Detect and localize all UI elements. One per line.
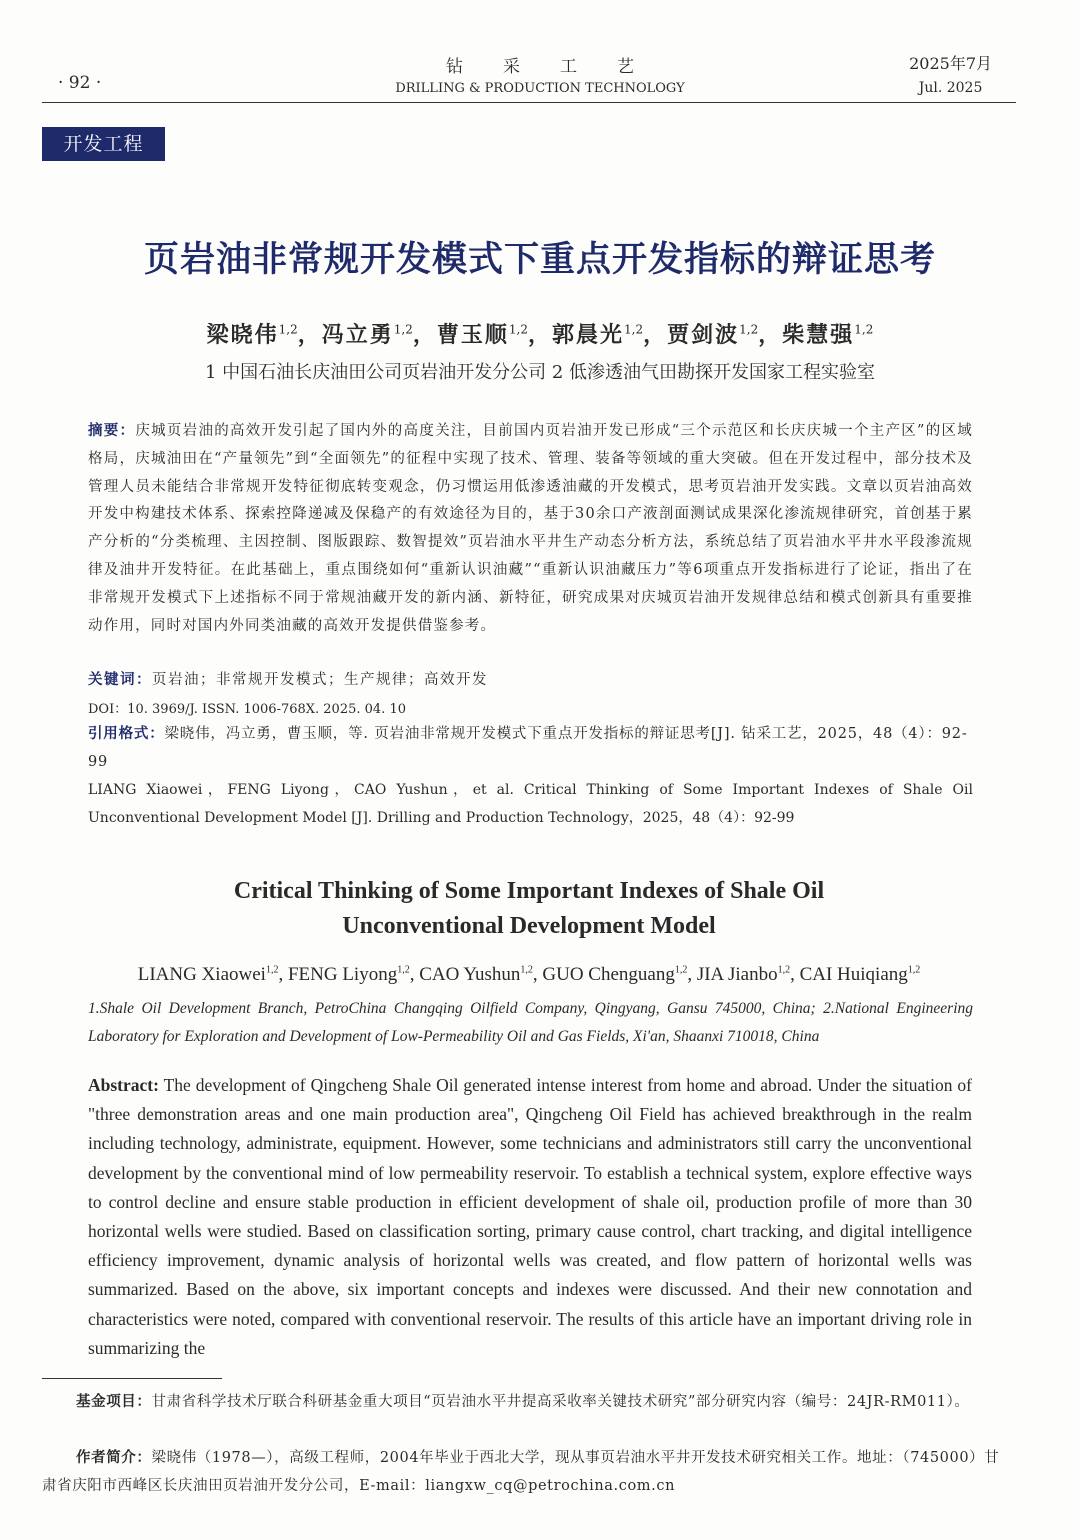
abstract-en-label: Abstract: <box>88 1075 159 1095</box>
author-affiliation-sup: 1,2 <box>854 322 874 337</box>
affiliation-en: 1.Shale Oil Development Branch, PetroChina Changqing Oilfield Company, Qingyang, Gansu 745000, China; 2.National Engineering Laboratory for Exploration and Development of Low-Permeability Oil and Gas Fields, Xi'an, Shaanxi 710018, China <box>88 1000 973 1045</box>
author-name: 曹玉顺 <box>436 322 509 348</box>
author-separator: ， <box>297 322 322 348</box>
author-affiliation-sup: 1,2 <box>393 322 413 337</box>
author-separator: ， <box>527 322 552 348</box>
issue-date <box>909 52 992 100</box>
journal-name-en: DRILLING & PRODUCTION TECHNOLOGY <box>395 81 685 96</box>
citation-label: 引用格式： <box>88 726 165 742</box>
author-name: JIA Jianbo <box>696 964 778 985</box>
author-name: FENG Liyong <box>287 964 398 985</box>
bio-text: 梁晓伟（1978—），高级工程师，2004年毕业于西北大学，现从事页岩油水平井开发技术研究相关工作。地址：（745000）甘肃省庆阳市西峰区长庆油田页岩油开发分公司，E-mail：liangxw_cq@petrochina.com.cn <box>42 1450 1000 1494</box>
abstract-cn-text: 庆城页岩油的高效开发引起了国内外的高度关注，目前国内页岩油开发已形成“三个示范区和长庆庆城一个主产区”的区域格局，庆城油田在“产量领先”到“全面领先”的征程中实现了技术、管理、装备等领域的重大突破。但在开发过程中，部分技术及管理人员未能结合非常规开发特征彻底转变观念，仍习惯运用低渗透油藏的开发模式，思考页岩油开发实践。文章以页岩油高效开发中构建技术体系、探索控降递减及保稳产的有效途径为目的，基于30余口产液剖面测试成果深化渗流规律研究，首创基于累产分析的“分类梳理、主因控制、图版跟踪、数智提效”页岩油水平井生产动态分析方法，系统总结了页岩油水平井水平段渗流规律及油井开发特征。在此基础上，重点围绕如何“重新认识油藏”“重新认识油藏压力”等6项重点开发指标进行了论证，指出了在非常规开发模式下上述指标不同于常规油藏开发的新内涵、新特征，研究成果对庆城页岩油开发规律总结和模式创新具有重要推动作用，同时对国内外同类油藏的高效开发提供借鉴参考。 <box>88 423 974 634</box>
author-affiliation-sup: 1,2 <box>278 322 298 337</box>
citation-en: LIANG Xiaowei，FENG Liyong，CAO Yushun，et al. Critical Thinking of Some Important Indexes of Shale Oil Unconventional Development Model [J]. Drilling and Production Technology，2025，48（4）：92-99 <box>88 782 973 826</box>
affiliation-cn: 1 中国石油长庆油田公司页岩油开发分公司 2 低渗透油气田勘探开发国家工程实验室 <box>204 362 876 383</box>
doi: DOI：10. 3969/J. ISSN. 1006-768X. 2025. 04. 10 <box>88 702 406 717</box>
bio-label: 作者简介： <box>76 1450 152 1466</box>
author-name: 贾剑波 <box>667 322 740 348</box>
author-name: 郭晨光 <box>552 322 625 348</box>
keywords-label: 关键词： <box>88 672 152 688</box>
abstract-cn <box>88 418 973 640</box>
author-affiliation-sup: 1,2 <box>777 964 791 976</box>
author-affiliation-sup: 1,2 <box>624 322 644 337</box>
section-tag: 开发工程 <box>42 127 165 161</box>
author-affiliation-sup: 1,2 <box>397 964 410 976</box>
author-list-cn <box>0 318 1080 349</box>
author-list-en <box>0 964 1058 986</box>
issue-date-en: Jul. 2025 <box>918 80 983 96</box>
journal-name-cn: 钻采工艺 <box>446 57 674 77</box>
keywords <box>88 668 488 689</box>
keywords-text: 页岩油；非常规开发模式；生产规律；高效开发 <box>152 672 488 688</box>
author-affiliation-sup: 1,2 <box>520 964 533 976</box>
fund-footnote <box>42 1388 1014 1416</box>
author-name: GUO Chenguang <box>542 964 675 985</box>
author-affiliation-sup: 1,2 <box>674 964 688 976</box>
author-name: 柴慧强 <box>782 322 855 348</box>
author-bio-footnote <box>42 1444 1014 1500</box>
author-name: 梁晓伟 <box>206 322 279 348</box>
author-separator: ， <box>412 322 437 348</box>
author-separator: , <box>532 964 543 985</box>
abstract-en <box>88 1071 972 1363</box>
page-number: · 92 · <box>58 73 102 93</box>
author-name: CAI Huiqiang <box>799 964 908 985</box>
author-affiliation-sup: 1,2 <box>907 964 921 976</box>
author-name: 冯立勇 <box>321 322 394 348</box>
author-affiliation-sup: 1,2 <box>265 964 279 976</box>
fund-label: 基金项目： <box>76 1394 152 1410</box>
article-title-cn: 页岩油非常规开发模式下重点开发指标的辩证思考 <box>143 240 936 280</box>
article-title-en-line1: Critical Thinking of Some Important Indexes of Shale Oil <box>233 878 825 904</box>
author-separator: , <box>687 964 697 985</box>
author-separator: , <box>790 964 800 985</box>
author-separator: , <box>409 964 420 985</box>
author-affiliation-sup: 1,2 <box>739 322 759 337</box>
author-separator: , <box>278 964 288 985</box>
citation-text-cn: 梁晓伟，冯立勇，曹玉顺，等. 页岩油非常规开发模式下重点开发指标的辩证思考[J]. 钻采工艺，2025，48（4）：92-99 <box>88 726 968 770</box>
author-name: LIANG Xiaowei <box>137 964 266 985</box>
author-name: CAO Yushun <box>419 964 521 985</box>
article-title-en <box>0 874 1058 944</box>
author-separator: ， <box>643 322 668 348</box>
abstract-en-text: The development of Qingcheng Shale Oil generated intense interest from home and abroad. Under the situation of "three demonstration areas and one main production area", Qingcheng Oil Field has achieved breakthrough in the realm including technology, administrate, equipment. However, some technicians and administrators still carry the unconventional development by the conventional mind of low permeability reservoir. To establish a technical system, explore effective ways to control decline and ensure stable production in efficient development of shale oil, production profile of more than 30 horizontal wells were studied. Based on classification sorting, primary cause control, chart tracking, and digital intelligence efficiency improvement, dynamic analysis of horizontal wells was created, and flow pattern of horizontal wells was summarized. Based on the above, six important concepts and indexes were discussed. And their new connotation and characteristics were noted, compared with conventional reservoir. The results of this article have an important driving role in summarizing the <box>88 1075 972 1358</box>
article-title-en-line2: Unconventional Development Model <box>342 913 716 939</box>
footnote-rule <box>42 1378 222 1379</box>
header-rule <box>42 102 1016 103</box>
issue-date-cn: 2025年7月 <box>909 54 992 73</box>
author-affiliation-sup: 1,2 <box>508 322 528 337</box>
citation-cn <box>88 720 973 776</box>
fund-text: 甘肃省科学技术厅联合科研基金重大项目“页岩油水平井提高采收率关键技术研究”部分研究内容（编号：24JR-RM011）。 <box>151 1394 970 1410</box>
author-separator: ， <box>758 322 783 348</box>
abstract-cn-label: 摘要： <box>88 423 136 439</box>
